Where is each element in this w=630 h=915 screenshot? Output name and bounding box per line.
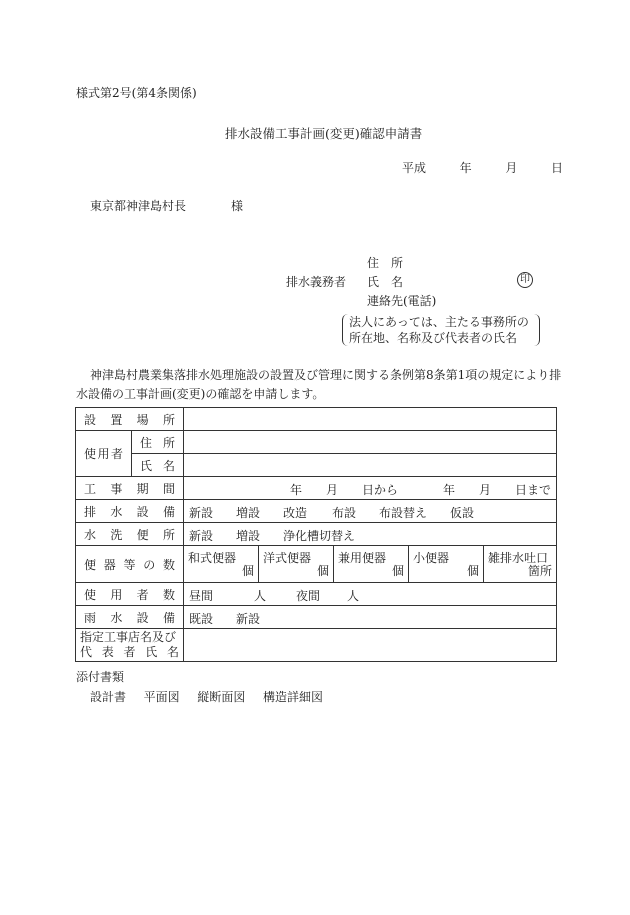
attachment-item: 平面図 (143, 690, 180, 704)
toilets-label: 便 器 等 の 数 (76, 546, 184, 583)
corporate-note (342, 314, 540, 346)
row-location (76, 408, 557, 431)
rain-opt-existing[interactable]: 既設 (189, 612, 214, 626)
flush-opt-new[interactable]: 新設 (189, 529, 214, 543)
row-contractor (76, 629, 557, 662)
row-rain (76, 606, 557, 629)
contractor-label: 指定工事店名及び 代 表 者 氏 名 (76, 629, 184, 662)
drainage-opt-new[interactable]: 新設 (189, 506, 214, 520)
era-label: 平成 (402, 161, 427, 175)
user-address-field[interactable] (184, 431, 557, 454)
user-name-field[interactable] (184, 454, 557, 477)
toilet-dual[interactable]: 兼用便器 個 (334, 546, 409, 583)
rain-opt-new[interactable]: 新設 (236, 612, 261, 626)
row-user-address (76, 431, 557, 454)
row-period (76, 477, 557, 500)
users-count-field[interactable]: 昼間 人 夜間 人 (184, 583, 557, 606)
form-number: 様式第2号(第4条関係) (76, 86, 197, 100)
attachment-item: 設計書 (90, 690, 127, 704)
month-label: 月 (505, 161, 518, 175)
addressee: 東京都神津島村長 (90, 199, 187, 213)
rain-label: 雨 水 設 備 (76, 606, 184, 629)
name-label: 氏 名 (367, 275, 403, 289)
application-table (75, 407, 557, 662)
users-count-label: 使 用 者 数 (76, 583, 184, 606)
user-address-label: 住 所 (132, 431, 184, 454)
user-name-label: 氏 名 (132, 454, 184, 477)
location-field[interactable] (184, 408, 557, 431)
flush-options[interactable] (184, 523, 557, 546)
contact-label: 連絡先(電話) (367, 294, 437, 308)
attachment-item: 縦断面図 (197, 690, 246, 704)
contractor-field[interactable] (184, 629, 557, 662)
drainage-label: 排 水 設 備 (76, 500, 184, 523)
flush-label: 水 洗 便 所 (76, 523, 184, 546)
drainage-opt-temp[interactable]: 仮設 (450, 506, 475, 520)
drainage-opt-relay[interactable]: 布設替え (379, 506, 428, 520)
period-label: 工 事 期 間 (76, 477, 184, 500)
row-user-name (76, 454, 557, 477)
location-label: 設 置 場 所 (76, 408, 184, 431)
row-flush (76, 523, 557, 546)
address-label: 住 所 (367, 256, 403, 270)
drainage-opt-add[interactable]: 増設 (236, 506, 261, 520)
year-label: 年 (459, 161, 472, 175)
greywater-outlet[interactable]: 雑排水吐口 箇所 (484, 546, 557, 583)
row-toilets (76, 546, 557, 583)
drainage-opt-modify[interactable]: 改造 (283, 506, 308, 520)
flush-opt-switch[interactable]: 浄化槽切替え (283, 529, 356, 543)
row-users-count (76, 583, 557, 606)
user-label: 使 用 者 (76, 431, 132, 477)
toilet-japanese[interactable]: 和式便器 個 (184, 546, 259, 583)
document-title: 排水設備工事計画(変更)確認申請書 (225, 126, 423, 141)
row-drainage (76, 500, 557, 523)
attachments-label: 添付書類 (76, 670, 125, 684)
day-label: 日 (551, 161, 564, 175)
toilet-western[interactable]: 洋式便器 個 (259, 546, 334, 583)
toilet-urinal[interactable]: 小便器 個 (409, 546, 484, 583)
attachment-item: 構造詳細図 (263, 690, 324, 704)
body-text-line2: 水設備の工事計画(変更)の確認を申請します。 (76, 387, 325, 401)
flush-opt-add[interactable]: 増設 (236, 529, 261, 543)
date-line (402, 159, 563, 176)
corporate-note-line2: 所在地、名称及び代表者の氏名 (349, 331, 518, 345)
attachments-list (90, 688, 323, 705)
applicant-role: 排水義務者 (286, 275, 347, 289)
honorific: 様 (231, 199, 244, 213)
drainage-options[interactable] (184, 500, 557, 523)
body-text-line1: 神津島村農業集落排水処理施設の設置及び管理に関する条例第8条第1項の規定により排 (90, 368, 562, 382)
corporate-note-line1: 法人にあっては、主たる事務所の (349, 315, 529, 329)
drainage-opt-lay[interactable]: 布設 (332, 506, 357, 520)
period-field[interactable]: 年 月 日から 年 月 日まで (184, 477, 557, 500)
rain-options[interactable] (184, 606, 557, 629)
seal-mark: 印 (517, 272, 533, 288)
